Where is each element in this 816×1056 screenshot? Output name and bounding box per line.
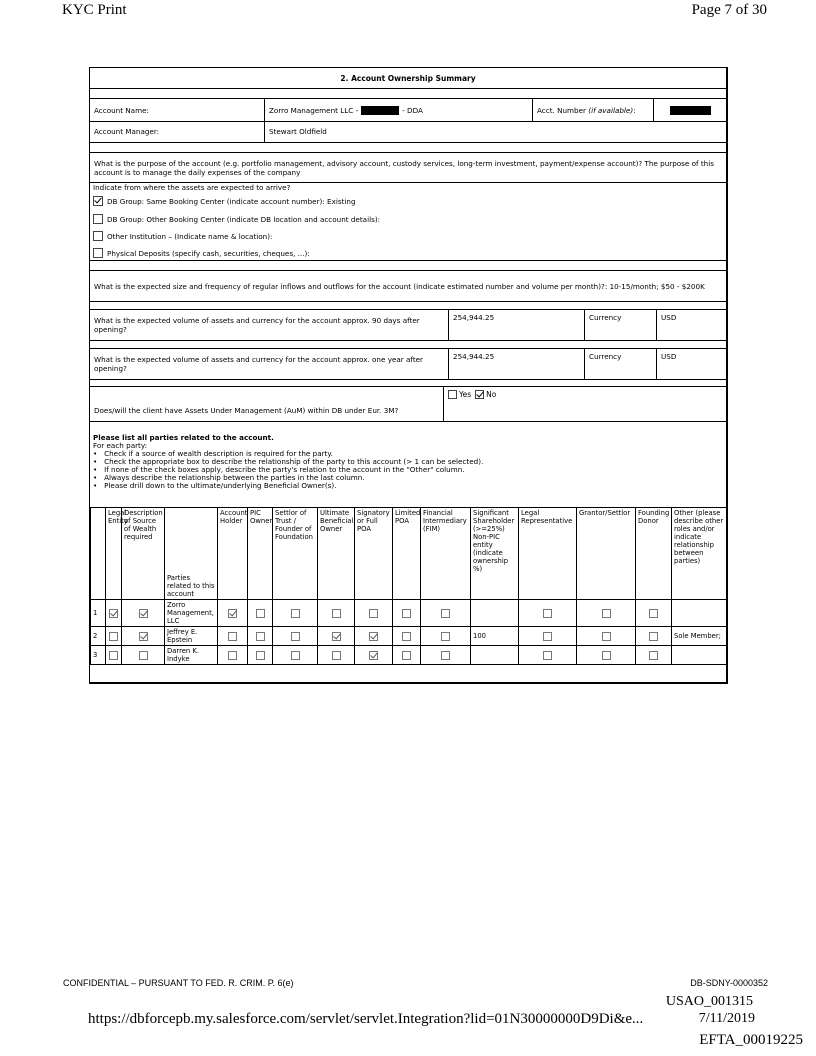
party-rep-checkbox[interactable] (543, 632, 552, 641)
party-donor-checkbox[interactable] (649, 609, 658, 618)
party-legal-cell (106, 646, 122, 665)
party-pic-cell (248, 600, 273, 627)
party-ubo-checkbox[interactable] (332, 609, 341, 618)
confidential-notice: CONFIDENTIAL – PURSUANT TO FED. R. CRIM. P. 6(e) (63, 978, 294, 988)
party-fim-cell (421, 627, 471, 646)
aum-answer (444, 387, 726, 421)
form-title: 2. Account Ownership Summary (340, 73, 476, 83)
party-donor-cell (636, 627, 672, 646)
party-sig-checkbox[interactable] (369, 632, 378, 641)
party-rep-checkbox[interactable] (543, 609, 552, 618)
volume-one-year-currency: USD (661, 352, 677, 361)
aum-yes-checkbox[interactable] (448, 390, 457, 399)
option-label: DB Group: Same Booking Center (indicate account number): Existing (107, 196, 356, 206)
party-pic-checkbox[interactable] (256, 609, 265, 618)
party-settlor-cell (273, 627, 318, 646)
party-sow-cell (122, 600, 165, 627)
option-label: Other Institution – (Indicate name & location): (107, 231, 273, 241)
col-settlor: Settlor of Trust / Founder of Foundation (273, 508, 318, 600)
party-row (91, 646, 728, 665)
volume-one-year-currency-label: Currency (585, 349, 657, 379)
party-holder-cell (218, 600, 248, 627)
parties-bullet: • Always describe the relationship between the parties in the last column. (93, 473, 365, 482)
flows-question: What is the expected size and frequency of regular inflows and outflows for the account (indicate estimated number and volume per month)?: 10-15/month; $50 - $200K (94, 281, 705, 291)
party-legal-cell (106, 600, 122, 627)
party-settlor-checkbox[interactable] (291, 651, 300, 660)
party-row-number: 2 (91, 627, 106, 646)
account-name-text: Zorro Management LLC - (269, 105, 359, 115)
bullet-text: Check if a source of wealth description is required for the party. (104, 449, 333, 458)
account-name-row (90, 98, 726, 122)
option-other-institution (93, 231, 272, 241)
party-ubo-cell (318, 600, 355, 627)
col-num (91, 508, 106, 600)
party-rep-cell (519, 600, 577, 627)
aum-yes-label: Yes (459, 390, 472, 399)
checkbox-other-booking-center[interactable] (93, 214, 103, 224)
parties-heading: Please list all parties related to the account. (93, 433, 274, 442)
party-donor-cell (636, 600, 672, 627)
party-sow-cell (122, 627, 165, 646)
parties-bullet: • Please drill down to the ultimate/underlying Beneficial Owner(s). (93, 481, 337, 490)
parties-bullet: • If none of the check boxes apply, describe the party's relation to the account in the "Other" column. (93, 465, 465, 474)
parties-header-row (91, 508, 728, 600)
col-signatory: Signatory or Full POA (355, 508, 393, 600)
party-name: Jeffrey E. Epstein (165, 627, 218, 646)
party-legal-checkbox[interactable] (109, 651, 118, 660)
col-founding-donor: Founding Donor (636, 508, 672, 600)
volume-90-days-currency-label: Currency (585, 310, 657, 340)
party-other: Sole Member; (672, 627, 728, 646)
option-same-booking-center (93, 196, 356, 206)
col-legal-rep: Legal Representative (519, 508, 577, 600)
party-ubo-checkbox[interactable] (332, 651, 341, 660)
volume-90-days-question: What is the expected volume of assets and currency for the account approx. 90 days after opening? (90, 310, 449, 340)
col-legal-entity: Legal Entity (106, 508, 122, 600)
purpose-row (90, 152, 726, 183)
parties-bullet: • Check if a source of wealth description is required for the party. (93, 449, 333, 458)
flows-row (90, 270, 726, 302)
party-row (91, 627, 728, 646)
document-id: DB-SDNY-0000352 (690, 978, 768, 988)
party-pic-checkbox[interactable] (256, 632, 265, 641)
party-donor-checkbox[interactable] (649, 651, 658, 660)
party-shareholder (471, 600, 519, 627)
acct-number-label-text: Acct. Number (537, 105, 586, 115)
party-row-number: 1 (91, 600, 106, 627)
party-legal-cell (106, 627, 122, 646)
party-lpoa-cell (393, 627, 421, 646)
party-settlor-cell (273, 646, 318, 665)
party-pic-cell (248, 646, 273, 665)
party-ubo-checkbox[interactable] (332, 632, 341, 641)
col-limited-poa: Limited POA (393, 508, 421, 600)
party-rep-checkbox[interactable] (543, 651, 552, 660)
assets-source-section (90, 181, 726, 261)
aum-no-checkbox[interactable] (475, 390, 484, 399)
account-manager-value: Stewart Oldfield (269, 126, 327, 136)
party-donor-cell (636, 646, 672, 665)
party-rep-cell (519, 627, 577, 646)
account-manager-label: Account Manager: (90, 120, 265, 142)
party-lpoa-cell (393, 646, 421, 665)
party-legal-checkbox[interactable] (109, 609, 118, 618)
account-name-value (265, 99, 533, 121)
party-holder-cell (218, 646, 248, 665)
party-fim-checkbox[interactable] (441, 609, 450, 618)
checkbox-other-institution[interactable] (93, 231, 103, 241)
form-title-row (90, 68, 726, 89)
col-account-holder: Account Holder (218, 508, 248, 600)
party-name: Darren K. Indyke (165, 646, 218, 665)
aum-question: Does/will the client have Assets Under Management (AuM) within DB under Eur. 3M? (90, 387, 444, 421)
party-sig-cell (355, 600, 393, 627)
col-parties: Parties related to this account (165, 508, 218, 600)
aum-row (90, 386, 726, 422)
acct-number-label-italic: (if available) (588, 105, 634, 115)
parties-bullet: • Check the appropriate box to describe the relationship of the party to this account (> 1 can be selected). (93, 457, 484, 466)
party-legal-checkbox[interactable] (109, 632, 118, 641)
party-sow-cell (122, 646, 165, 665)
assets-arrive-label: Indicate from where the assets are expected to arrive? (93, 183, 291, 192)
party-grantor-cell (577, 627, 636, 646)
party-lpoa-checkbox[interactable] (402, 632, 411, 641)
party-fim-cell (421, 646, 471, 665)
party-sig-checkbox[interactable] (369, 609, 378, 618)
aum-no-label: No (486, 390, 497, 399)
party-lpoa-checkbox[interactable] (402, 609, 411, 618)
party-donor-checkbox[interactable] (649, 632, 658, 641)
print-header-title: KYC Print (62, 2, 127, 18)
party-grantor-checkbox[interactable] (602, 632, 611, 641)
volume-90-days-row (90, 309, 726, 341)
bullet-text: Please drill down to the ultimate/underlying Beneficial Owner(s). (104, 481, 337, 490)
party-holder-checkbox[interactable] (228, 632, 237, 641)
option-label: DB Group: Other Booking Center (indicate DB location and account details): (107, 214, 381, 224)
party-shareholder: 100 (471, 627, 519, 646)
party-grantor-cell (577, 600, 636, 627)
party-settlor-checkbox[interactable] (291, 632, 300, 641)
col-pic-owner: PIC Owner (248, 508, 273, 600)
party-other (672, 600, 728, 627)
parties-rows (91, 600, 728, 665)
party-holder-checkbox[interactable] (228, 651, 237, 660)
checkbox-physical-deposits[interactable] (93, 248, 103, 258)
party-shareholder (471, 646, 519, 665)
option-physical-deposits (93, 248, 310, 258)
account-type-text: - DDA (402, 105, 423, 115)
party-fim-checkbox[interactable] (441, 651, 450, 660)
party-settlor-checkbox[interactable] (291, 609, 300, 618)
option-label: Physical Deposits (specify cash, securities, cheques, ...): (107, 248, 310, 258)
party-settlor-cell (273, 600, 318, 627)
checkbox-same-booking-center[interactable] (93, 196, 103, 206)
party-lpoa-checkbox[interactable] (402, 651, 411, 660)
party-holder-checkbox[interactable] (228, 609, 237, 618)
party-fim-cell (421, 600, 471, 627)
party-sow-checkbox[interactable] (139, 632, 148, 641)
option-other-booking-center (93, 214, 380, 224)
party-holder-cell (218, 627, 248, 646)
party-sig-checkbox[interactable] (369, 651, 378, 660)
acct-number-label-colon: : (633, 105, 636, 115)
purpose-question: What is the purpose of the account (e.g. portfolio management, advisory account, custody services, long-term investment, payment/expense account)? The purpose of this account is to manage the daily expenses of the company (94, 158, 714, 177)
col-grantor: Grantor/Settlor (577, 508, 636, 600)
party-rep-cell (519, 646, 577, 665)
col-significant-shareholder: Significant Shareholder (>=25%) Non-PIC entity (indicate ownership %) (471, 508, 519, 600)
account-name-label: Account Name: (90, 99, 265, 121)
party-pic-checkbox[interactable] (256, 651, 265, 660)
redaction-block (670, 106, 711, 115)
party-other (672, 646, 728, 665)
party-row (91, 600, 728, 627)
party-pic-cell (248, 627, 273, 646)
usao-stamp: USAO_001315 (665, 994, 753, 1009)
party-grantor-cell (577, 646, 636, 665)
acct-number-value (654, 99, 726, 121)
party-fim-checkbox[interactable] (441, 632, 450, 641)
party-sig-cell (355, 646, 393, 665)
volume-one-year-row (90, 348, 726, 380)
account-ownership-form (89, 67, 728, 684)
page-number: Page 7 of 30 (691, 2, 767, 18)
volume-one-year-value: 254,944.25 (449, 349, 585, 379)
col-ubo: Ultimate Beneficial Owner (318, 508, 355, 600)
bullet-text: If none of the check boxes apply, describe the party's relation to the account in the "Other" column. (104, 465, 465, 474)
redaction-block (361, 106, 399, 115)
party-row-number: 3 (91, 646, 106, 665)
party-name: Zorro Management, LLC (165, 600, 218, 627)
col-other: Other (please describe other roles and/or indicate relationship between parties) (672, 508, 728, 600)
party-sig-cell (355, 627, 393, 646)
party-ubo-cell (318, 627, 355, 646)
col-fim: Financial Intermediary (FIM) (421, 508, 471, 600)
bullet-text: Check the appropriate box to describe the relationship of the party to this account (> 1 can be selected). (104, 457, 484, 466)
print-date: 7/11/2019 (698, 1011, 755, 1026)
party-sow-checkbox[interactable] (139, 651, 148, 660)
parties-table (90, 507, 728, 665)
bullet-text: Always describe the relationship between the parties in the last column. (104, 473, 365, 482)
efta-stamp: EFTA_00019225 (699, 1032, 803, 1048)
acct-number-label (533, 99, 654, 121)
volume-90-days-currency: USD (661, 313, 677, 322)
account-manager-row (90, 120, 726, 143)
source-url: https://dbforcepb.my.salesforce.com/servlet/servlet.Integration?lid=01N30000000D9Di&e... (88, 1011, 644, 1027)
party-grantor-checkbox[interactable] (602, 651, 611, 660)
party-lpoa-cell (393, 600, 421, 627)
party-grantor-checkbox[interactable] (602, 609, 611, 618)
volume-one-year-question: What is the expected volume of assets and currency for the account approx. one year after opening? (90, 349, 449, 379)
party-ubo-cell (318, 646, 355, 665)
parties-for-each: For each party: (93, 441, 148, 450)
col-description-sow: Description of Source of Wealth required (122, 508, 165, 600)
parties-instructions (93, 434, 483, 490)
party-sow-checkbox[interactable] (139, 609, 148, 618)
volume-90-days-value: 254,944.25 (449, 310, 585, 340)
